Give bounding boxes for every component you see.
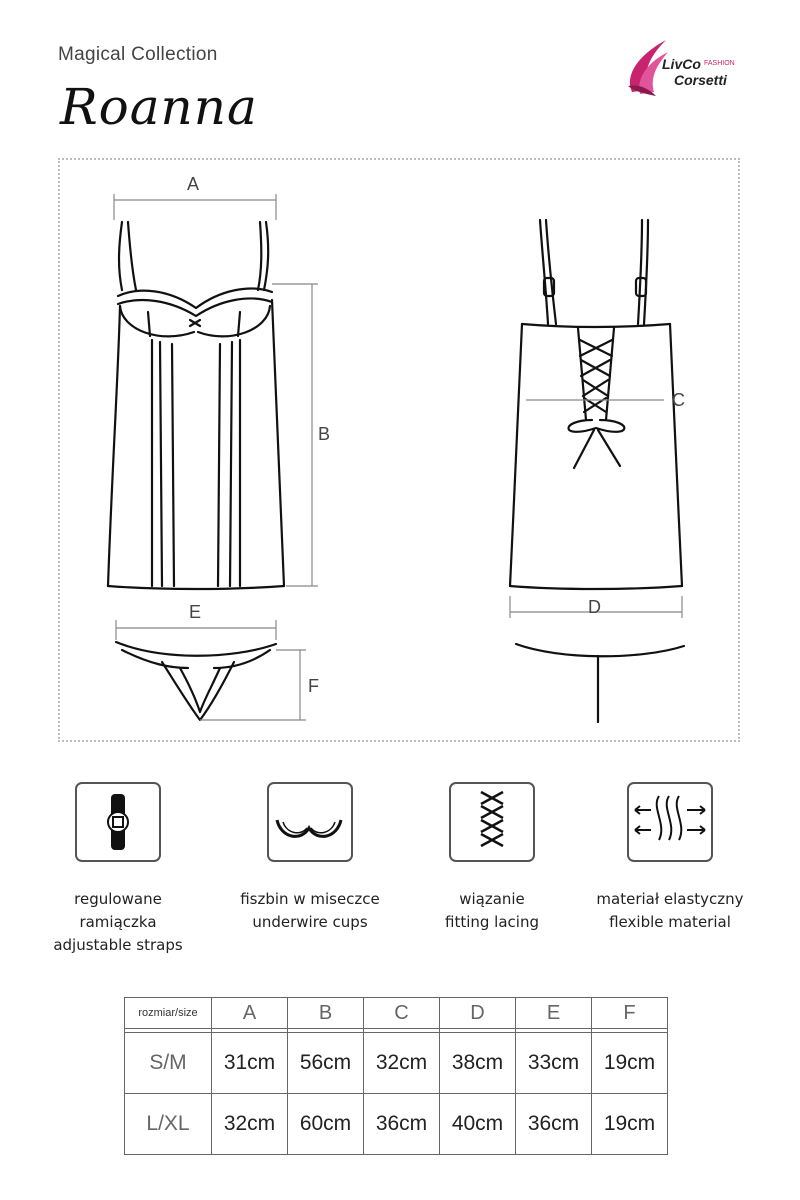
collection-name: Magical Collection	[58, 44, 218, 65]
size-table-cell: 19cm	[592, 1033, 668, 1094]
size-table-header-label: rozmiar/size	[125, 998, 212, 1029]
size-table-cell: 56cm	[288, 1033, 364, 1094]
feature-text-line: flexible material	[609, 913, 731, 931]
feature-text-line: wiązanie	[459, 890, 525, 908]
feature-adjustable-straps	[18, 782, 218, 957]
size-table-row-label: S/M	[125, 1033, 212, 1094]
size-table-cell: 32cm	[212, 1094, 288, 1155]
feature-text-line: adjustable straps	[53, 936, 183, 954]
dimension-label-f: F	[308, 676, 319, 696]
feature-text-line: fitting lacing	[445, 913, 539, 931]
elastic-material-icon	[627, 782, 713, 862]
feature-text-line: underwire cups	[252, 913, 368, 931]
model-name: Roanna	[60, 78, 258, 136]
size-table-column-header: B	[288, 998, 364, 1029]
size-table-column-header: D	[440, 998, 516, 1029]
feature-text-line: ramiączka	[79, 913, 157, 931]
size-table-cell: 31cm	[212, 1033, 288, 1094]
logo-text-corsetti: Corsetti	[674, 72, 727, 88]
logo-text-livco: LivCo	[662, 56, 701, 72]
dimension-label-d: D	[588, 597, 601, 617]
size-table-cell: 32cm	[364, 1033, 440, 1094]
feature-text-line: fiszbin w miseczce	[240, 890, 380, 908]
dimension-label-c: C	[672, 390, 685, 410]
size-table-column-header: F	[592, 998, 668, 1029]
dimension-label-a: A	[187, 174, 200, 194]
lacing-icon	[449, 782, 535, 862]
size-table-column-header: C	[364, 998, 440, 1029]
adjustable-strap-icon	[75, 782, 161, 862]
front-chemise-drawing	[108, 222, 284, 589]
back-chemise-drawing	[510, 220, 682, 589]
feature-fitting-lacing	[392, 782, 592, 934]
size-table	[124, 997, 668, 1155]
size-table-cell: 36cm	[516, 1094, 592, 1155]
feature-text-line: regulowane	[74, 890, 162, 908]
size-table-row-label: L/XL	[125, 1094, 212, 1155]
size-table-cell: 40cm	[440, 1094, 516, 1155]
size-table-cell: 38cm	[440, 1033, 516, 1094]
table-row	[125, 1094, 668, 1155]
size-table-cell: 19cm	[592, 1094, 668, 1155]
logo-text-fashion: FASHION	[704, 60, 735, 67]
size-table-column-header: E	[516, 998, 592, 1029]
dimension-label-e: E	[189, 602, 202, 622]
table-row	[125, 1033, 668, 1094]
underwire-cups-icon	[267, 782, 353, 862]
front-thong-drawing	[116, 642, 276, 720]
dimension-label-b: B	[318, 424, 331, 444]
size-table-cell: 60cm	[288, 1094, 364, 1155]
feature-text-line: materiał elastyczny	[596, 890, 744, 908]
size-table-cell: 33cm	[516, 1033, 592, 1094]
feature-underwire-cups	[210, 782, 410, 934]
size-table-column-header: A	[212, 998, 288, 1029]
back-thong-drawing	[516, 644, 684, 722]
size-table-cell: 36cm	[364, 1094, 440, 1155]
size-table-header-row	[125, 998, 668, 1029]
feature-flexible-material	[570, 782, 770, 934]
